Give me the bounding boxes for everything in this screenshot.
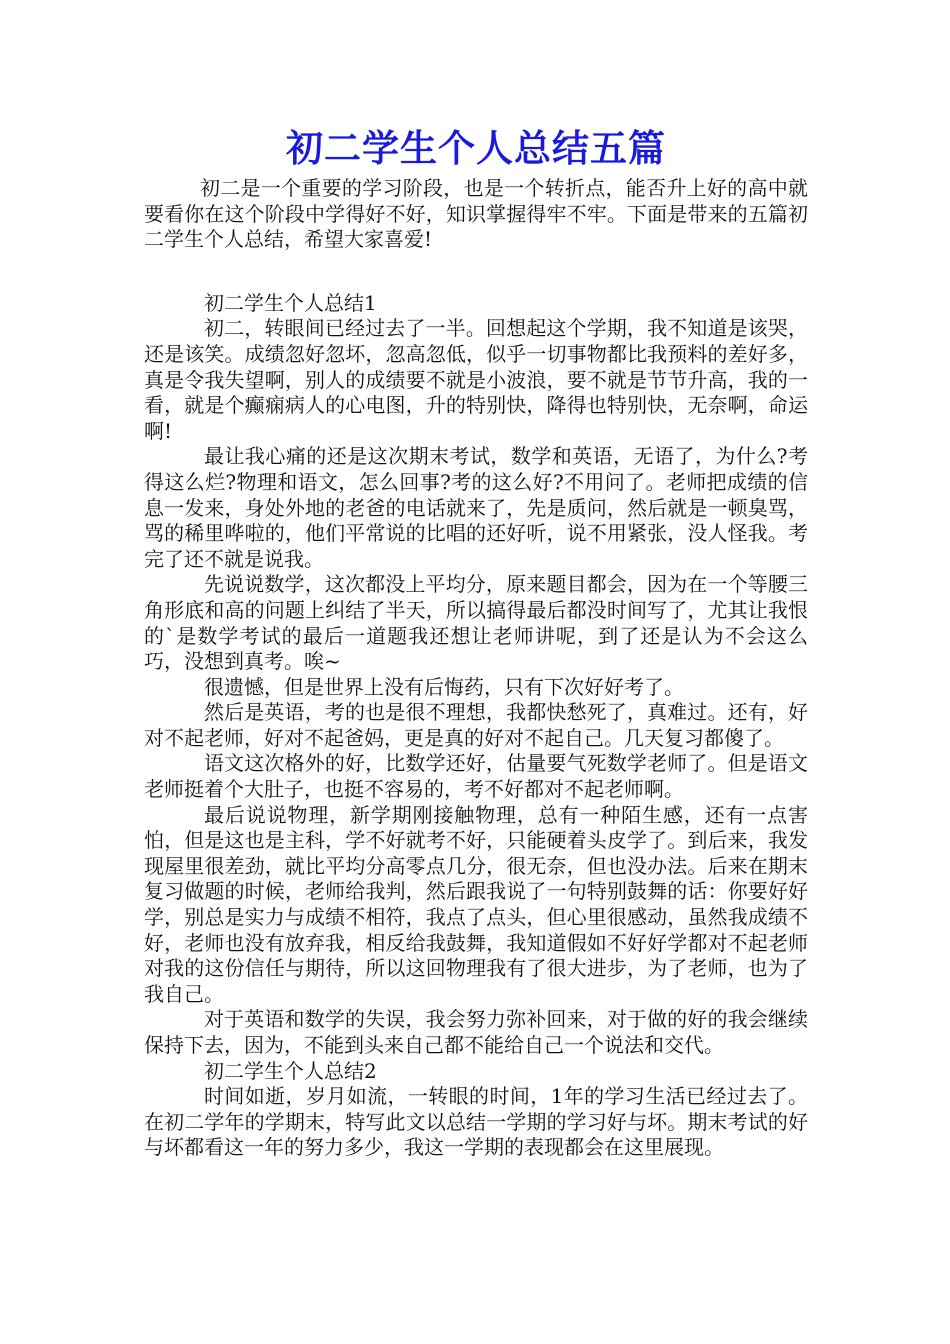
body-paragraph: 很遗憾，但是世界上没有后悔药，只有下次好好考了。 [204,674,684,699]
body-paragraph: 语文这次格外的好，比数学还好，估量要气死数学老师了。但是语文老师挺着个大肚子，也挺不容易的，考不好都对不起老师啊。 [144,751,808,802]
section-2 [144,1059,808,1161]
blank-line [144,253,808,291]
section-1 [144,291,808,1059]
document-page [144,120,808,1161]
section-heading: 初二学生个人总结1 [204,290,377,315]
body-paragraph: 最后说说物理，新学期刚接触物理，总有一种陌生感，还有一点害怕，但是这也是主科，学不好就考不好，只能硬着头皮学了。到后来，我发现屋里很差劲，就比平均分高零点几分，很无奈，但也没办法。后来在期末复习做题的时候，老师给我判，然后跟我说了一句特别鼓舞的话：你要好好学，别总是实力与成绩不相符，我点了点头，但心里很感动，虽然我成绩不好，老师也没有放弃我，相反给我鼓舞，我知道假如不好好学都对不起老师对我的这份信任与期待，所以这回物理我有了很大进步，为了老师，也为了我自己。 [144,802,808,1006]
body-paragraph: 然后是英语，考的也是很不理想，我都快愁死了，真难过。还有，好对不起老师，好对不起爸妈，更是真的好对不起自己。几天复习都傻了。 [144,700,808,750]
body-paragraph: 初二，转眼间已经过去了一半。回想起这个学期，我不知道是该哭，还是该笑。成绩忽好忽坏，忽高忽低，似乎一切事物都比我预料的差好多，真是令我失望啊，别人的成绩要不就是小波浪，要不就是节节升高，我的一看，就是个癫痫病人的心电图，升的特别快，降得也特别快，无奈啊，命运啊! [144,316,808,443]
body-paragraph: 对于英语和数学的失误，我会努力弥补回来，对于做的好的我会继续保持下去，因为，不能到头来自己都不能给自己一个说法和交代。 [144,1007,808,1057]
document-title: 初二学生个人总结五篇 [286,126,666,170]
body-paragraph: 最让我心痛的还是这次期末考试，数学和英语，无语了，为什么?考得这么烂?物理和语文，怎么回事?考的这么好?不用问了。老师把成绩的信息一发来，身处外地的老爸的电话就来了，先是质问，然后就是一顿臭骂，骂的稀里哗啦的，他们平常说的比唱的还好听，说不用紧张，没人怪我。考完了还不就是说我。 [144,444,808,571]
intro-paragraph: 初二是一个重要的学习阶段，也是一个转折点，能否升上好的高中就要看你在这个阶段中学得好不好，知识掌握得牢不牢。下面是带来的五篇初二学生个人总结，希望大家喜爱! [144,176,808,252]
body-paragraph: 先说说数学，这次都没上平均分，原来题目都会，因为在一个等腰三角形底和高的问题上纠结了半天，所以搞得最后都没时间写了，尤其让我恨的`是数学考试的最后一道题我还想让老师讲呢，到了还是认为不会这么巧，没想到真考。唉~ [144,572,808,674]
section-heading: 初二学生个人总结2 [204,1058,377,1083]
body-paragraph: 时间如逝，岁月如流，一转眼的时间，1年的学习生活已经过去了。在初二学年的学期末，特写此文以总结一学期的学习好与坏。期末考试的好与坏都看这一年的努力多少，我这一学期的表现都会在这里展现。 [144,1084,808,1160]
